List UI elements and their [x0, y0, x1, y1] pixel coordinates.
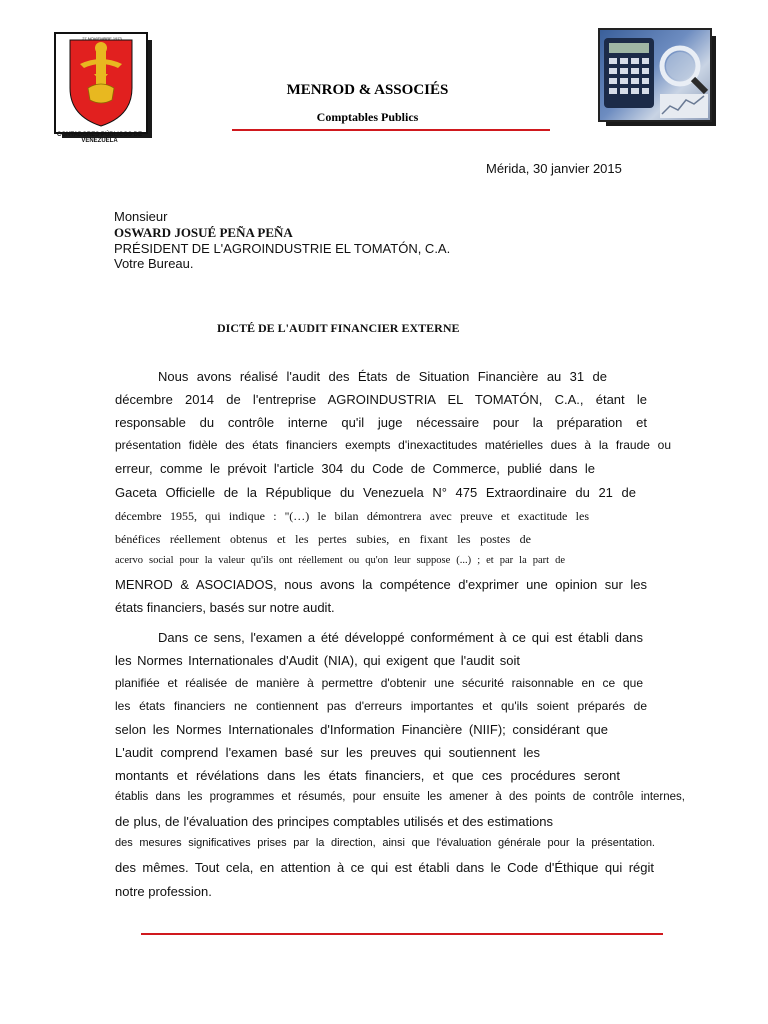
date-line: Mérida, 30 janvier 2015 [486, 161, 622, 176]
footer-divider [141, 933, 663, 935]
body-line: planifiée et réalisée de manière à permettre d'obtenir une sécurité raisonnable en ce que [115, 676, 643, 690]
recipient-salutation: Monsieur [114, 209, 168, 224]
body-line: Gaceta Officielle de la République du Venezuela N° 475 Extraordinaire du 21 de [115, 485, 636, 500]
recipient-office: Votre Bureau. [114, 256, 194, 271]
body-line: acervo social pour la valeur qu'ils ont réellement ou qu'on leur suppose (...) ; et par la part de [115, 555, 565, 566]
body-line: erreur, comme le prévoit l'article 304 du Code de Commerce, publié dans le [115, 461, 595, 476]
firm-subtitle: Comptables Publics [316, 110, 419, 124]
body-line: montants et révélations dans les états financiers, et que ces procédures seront [115, 768, 620, 783]
body-line: les Normes Internationales d'Audit (NIA), qui exigent que l'audit soit [115, 653, 520, 668]
association-logo [54, 32, 148, 134]
firm-name: MENROD & ASSOCIÉS [286, 82, 449, 98]
body-line: des mesures significatives prises par la direction, ainsi que l'évaluation générale pour la présentation. [115, 837, 655, 849]
body-line: décembre 1955, qui indique : ''(…) le bilan démontrera avec preuve et exactitude les [115, 509, 589, 523]
body-line: responsable du contrôle interne qu'il juge nécessaire pour la préparation et [115, 415, 647, 430]
calculator-icon [600, 30, 710, 120]
association-seal-icon [56, 34, 146, 132]
finance-image [598, 28, 712, 122]
body-line: les états financiers ne contiennent pas d'erreurs importantes et qu'ils soient préparés de [115, 699, 647, 713]
body-line: MENROD & ASOCIADOS, nous avons la compétence d'exprimer une opinion sur les [115, 577, 647, 592]
body-line: des mêmes. Tout cela, en attention à ce qui est établi dans le Code d'Éthique qui régit [115, 860, 654, 875]
header-divider [232, 129, 550, 131]
body-line: établis dans les programmes et résumés, pour ensuite les amener à des points de contrôle internes, [115, 791, 685, 803]
recipient-title: PRÉSIDENT DE L'AGROINDUSTRIE EL TOMATÓN, C.A. [114, 241, 451, 256]
body-line: présentation fidèle des états financiers exempts d'inexactitudes matérielles dues à la fraude ou [115, 438, 671, 452]
body-line: états financiers, basés sur notre audit. [115, 600, 335, 615]
body-line: bénéfices réellement obtenus et les pertes subies, en fixant les postes de [115, 532, 531, 546]
body-line: selon les Normes Internationales d'Information Financière (NIIF); considérant que [115, 722, 608, 737]
body-line: notre profession. [115, 884, 212, 899]
body-line: Nous avons réalisé l'audit des États de Situation Financière au 31 de [158, 369, 607, 384]
body-line: L'audit comprend l'examen basé sur les preuves qui soutiennent les [115, 745, 540, 760]
logo-ring-text: CONTADORES PÚBLICOS DE VENEZUELA [57, 132, 142, 144]
recipient-name: OSWARD JOSUÉ PEÑA PEÑA [114, 225, 293, 240]
letter-subject: DICTÉ DE L'AUDIT FINANCIER EXTERNE [217, 321, 460, 335]
body-line: Dans ce sens, l'examen a été développé conformément à ce qui est établi dans [158, 630, 643, 645]
body-line: décembre 2014 de l'entreprise AGROINDUSTRIA EL TOMATÓN, C.A., étant le [115, 392, 647, 407]
body-line: de plus, de l'évaluation des principes comptables utilisés et des estimations [115, 814, 553, 829]
logo-date-text: 27 NOVIEMBRE 1973 [82, 36, 122, 41]
